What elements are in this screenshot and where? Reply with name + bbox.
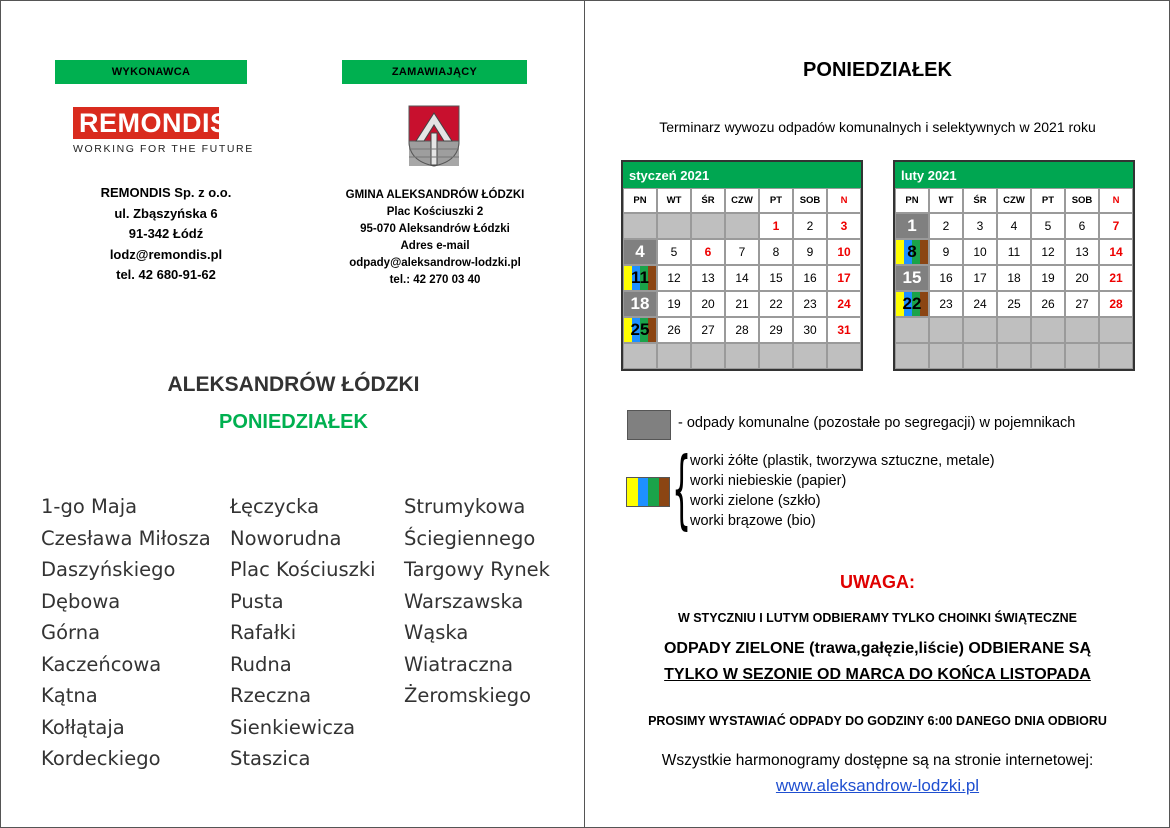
contractor-postcode: 91-342 Łódź xyxy=(128,226,204,241)
street-name: Kordeckiego xyxy=(41,747,161,770)
day-cell: 15 xyxy=(759,265,793,291)
schedule-subtitle: Terminarz wywozu odpadów komunalnych i selektywnych w 2021 roku xyxy=(659,119,1096,135)
street-name: Kątna xyxy=(41,684,98,707)
day-cell: 14 xyxy=(725,265,759,291)
street-name: Rafałki xyxy=(230,621,297,644)
weekday-header: WT xyxy=(657,188,691,213)
day-cell: 30 xyxy=(793,317,827,343)
day-cell: 9 xyxy=(793,239,827,265)
note-schedules: Wszystkie harmonogramy dostępne są na stronie internetowej: xyxy=(661,752,1094,769)
day-cell: 2 xyxy=(793,213,827,239)
empty-day-cell xyxy=(1099,317,1133,343)
weekday-header: ŚR xyxy=(691,188,725,213)
client-postcode: 95-070 Aleksandrów Łódzki xyxy=(360,223,510,235)
day-cell: 12 xyxy=(657,265,691,291)
streets-column-1 xyxy=(41,491,211,775)
legend-selective-swatch xyxy=(626,477,670,507)
day-cell: 29 xyxy=(759,317,793,343)
coat-of-arms-icon xyxy=(408,105,460,167)
holiday-day-cell: 3 xyxy=(827,213,861,239)
day-cell: 24 xyxy=(963,291,997,317)
holiday-day-cell: 28 xyxy=(1099,291,1133,317)
day-cell: 3 xyxy=(963,213,997,239)
street-name: Rudna xyxy=(230,652,292,676)
day-cell: 6 xyxy=(1065,213,1099,239)
holiday-day-cell: 7 xyxy=(1099,213,1133,239)
day-cell: 11 xyxy=(997,239,1031,265)
calendar-grid xyxy=(895,188,1133,369)
empty-day-cell xyxy=(691,343,725,369)
weekday-header: PN xyxy=(623,188,657,213)
day-cell: 23 xyxy=(793,291,827,317)
weekday-header: N xyxy=(827,188,861,213)
municipal-pickup-day: 15 xyxy=(895,265,929,291)
note-christmas-trees: W STYCZNIU I LUTYM ODBIERAMY TYLKO CHOINKI ŚWIĄTECZNE xyxy=(677,611,1078,625)
note-deadline: PROSIMY WYSTAWIAĆ ODPADY DO GODZINY 6:00 DANEGO DNIA ODBIORU xyxy=(648,714,1107,728)
empty-day-cell xyxy=(827,343,861,369)
municipal-pickup-day: 1 xyxy=(895,213,929,239)
empty-day-cell xyxy=(759,343,793,369)
weekday-header: WT xyxy=(929,188,963,213)
schedule-title: PONIEDZIAŁEK xyxy=(803,59,952,81)
day-cell: 13 xyxy=(691,265,725,291)
day-cell: 27 xyxy=(691,317,725,343)
empty-day-cell xyxy=(929,317,963,343)
holiday-day-cell: 21 xyxy=(1099,265,1133,291)
empty-day-cell xyxy=(657,213,691,239)
day-cell: 5 xyxy=(1031,213,1065,239)
legend-green-bag: worki zielone (szkło) xyxy=(690,493,821,509)
client-street: Plac Kościuszki 2 xyxy=(386,206,484,218)
day-cell: 10 xyxy=(963,239,997,265)
contractor-label: WYKONAWCA xyxy=(55,60,247,84)
street-name: Ściegiennego xyxy=(404,526,536,550)
street-name: Targowy Rynek xyxy=(404,558,550,581)
day-cell: 22 xyxy=(759,291,793,317)
legend-brown-bag: worki brązowe (bio) xyxy=(690,513,816,529)
day-title: PONIEDZIAŁEK xyxy=(219,411,368,433)
street-name: Wąska xyxy=(404,621,469,644)
holiday-day-cell: 24 xyxy=(827,291,861,317)
uwaga-heading: UWAGA: xyxy=(840,572,915,592)
day-cell: 16 xyxy=(793,265,827,291)
weekday-header: PT xyxy=(759,188,793,213)
empty-day-cell xyxy=(725,213,759,239)
day-cell: 16 xyxy=(929,265,963,291)
street-name: Czesława Miłosza xyxy=(41,526,211,550)
day-cell: 26 xyxy=(1031,291,1065,317)
street-name: Strumykowa xyxy=(404,495,526,518)
street-name: Noworudna xyxy=(230,526,342,550)
empty-day-cell xyxy=(691,213,725,239)
weekday-header: PT xyxy=(1031,188,1065,213)
empty-day-cell xyxy=(963,343,997,369)
client-email: odpady@aleksandrow-lodzki.pl xyxy=(349,257,521,269)
empty-day-cell xyxy=(997,343,1031,369)
street-name: Łęczycka xyxy=(230,495,320,518)
contractor-contact xyxy=(41,183,291,286)
day-cell: 19 xyxy=(657,291,691,317)
holiday-day-cell: 14 xyxy=(1099,239,1133,265)
empty-day-cell xyxy=(997,317,1031,343)
calendar-february xyxy=(893,160,1135,371)
right-page xyxy=(585,0,1170,828)
street-name: Pusta xyxy=(230,589,284,613)
empty-day-cell xyxy=(725,343,759,369)
day-cell: 20 xyxy=(1065,265,1099,291)
client-email-label: Adres e-mail xyxy=(400,240,470,252)
empty-day-cell xyxy=(1065,343,1099,369)
empty-day-cell xyxy=(793,343,827,369)
street-name: Żeromskiego xyxy=(404,684,532,707)
calendar-grid xyxy=(623,188,861,369)
street-name: Staszica xyxy=(230,747,311,770)
empty-day-cell xyxy=(1099,343,1133,369)
street-name: Plac Kościuszki xyxy=(230,558,376,581)
client-name: GMINA ALEKSANDRÓW ŁÓDZKI xyxy=(345,189,525,201)
weekday-header: CZW xyxy=(997,188,1031,213)
street-name: Warszawska xyxy=(404,589,524,613)
empty-day-cell xyxy=(623,213,657,239)
day-cell: 19 xyxy=(1031,265,1065,291)
contractor-phone: tel. 42 680-91-62 xyxy=(116,267,216,282)
remondis-tagline: WORKING FOR THE FUTURE xyxy=(73,143,254,155)
note-green-waste-1: ODPADY ZIELONE (trawa,gałęzie,liście) ODBIERANE SĄ xyxy=(663,640,1092,657)
day-cell: 5 xyxy=(657,239,691,265)
selective-pickup-day xyxy=(895,291,929,317)
calendar-title: styczeń 2021 xyxy=(623,162,861,188)
street-name: Daszyńskiego xyxy=(41,558,176,581)
weekday-header: SOB xyxy=(793,188,827,213)
empty-day-cell xyxy=(657,343,691,369)
street-name: Kaczeńcowa xyxy=(41,652,162,676)
selective-pickup-day xyxy=(895,239,929,265)
empty-day-cell xyxy=(929,343,963,369)
day-cell: 2 xyxy=(929,213,963,239)
day-cell: 9 xyxy=(929,239,963,265)
streets-column-2 xyxy=(230,491,376,775)
weekday-header: ŚR xyxy=(963,188,997,213)
note-green-waste-2: TYLKO W SEZONIE OD MARCA DO KOŃCA LISTOPADA xyxy=(664,666,1091,683)
day-cell: 17 xyxy=(963,265,997,291)
client-contact xyxy=(301,187,569,289)
street-name: Sienkiewicza xyxy=(230,715,356,739)
empty-day-cell xyxy=(895,343,929,369)
holiday-day-cell: 31 xyxy=(827,317,861,343)
day-number: 22 xyxy=(902,294,922,313)
empty-day-cell xyxy=(1031,317,1065,343)
day-cell: 12 xyxy=(1031,239,1065,265)
day-cell: 20 xyxy=(691,291,725,317)
weekday-header: SOB xyxy=(1065,188,1099,213)
legend-municipal-swatch xyxy=(627,410,671,440)
municipal-pickup-day: 4 xyxy=(623,239,657,265)
weekday-header: CZW xyxy=(725,188,759,213)
empty-day-cell xyxy=(895,317,929,343)
street-name: Rzeczna xyxy=(230,684,312,707)
day-cell: 4 xyxy=(997,213,1031,239)
day-cell: 18 xyxy=(997,265,1031,291)
empty-day-cell xyxy=(1065,317,1099,343)
selective-pickup-day xyxy=(623,317,657,343)
selective-pickup-day xyxy=(623,265,657,291)
contractor-email: lodz@remondis.pl xyxy=(109,246,223,262)
legend-blue-bag: worki niebieskie (papier) xyxy=(690,473,847,489)
contractor-name: REMONDIS Sp. z o.o. xyxy=(100,185,232,200)
day-cell: 28 xyxy=(725,317,759,343)
city-title: ALEKSANDRÓW ŁÓDZKI xyxy=(167,373,420,396)
remondis-logo: REMONDIS ® WORKING FOR THE FUTURE xyxy=(73,107,254,155)
legend-yellow-bag: worki żółte (plastik, tworzywa sztuczne, metale) xyxy=(690,453,995,469)
street-name: Dębowa xyxy=(41,589,121,613)
holiday-day-cell: 1 xyxy=(759,213,793,239)
day-cell: 26 xyxy=(657,317,691,343)
day-cell: 8 xyxy=(759,239,793,265)
street-name: Kołłątaja xyxy=(41,715,125,739)
day-cell: 27 xyxy=(1065,291,1099,317)
contractor-street: ul. Zbąszyńska 6 xyxy=(114,205,218,221)
street-name: Wiatraczna xyxy=(404,652,514,676)
day-number: 8 xyxy=(907,242,917,261)
holiday-day-cell: 10 xyxy=(827,239,861,265)
day-cell: 21 xyxy=(725,291,759,317)
day-number: 11 xyxy=(631,268,649,287)
day-number: 25 xyxy=(630,320,650,339)
street-name: 1-go Maja xyxy=(41,495,138,518)
calendar-january xyxy=(621,160,863,371)
holiday-day-cell: 6 xyxy=(691,239,725,265)
day-cell: 25 xyxy=(997,291,1031,317)
client-phone: tel.: 42 270 03 40 xyxy=(389,274,481,286)
municipal-pickup-day: 18 xyxy=(623,291,657,317)
empty-day-cell xyxy=(623,343,657,369)
website-link[interactable]: www.aleksandrow-lodzki.pl xyxy=(775,776,980,795)
holiday-day-cell: 17 xyxy=(827,265,861,291)
client-label: ZAMAWIAJĄCY xyxy=(342,60,527,84)
legend-bags xyxy=(690,451,995,531)
calendar-title: luty 2021 xyxy=(895,162,1133,188)
day-cell: 13 xyxy=(1065,239,1099,265)
legend-municipal-text: - odpady komunalne (pozostałe po segregacji) w pojemnikach xyxy=(678,415,1076,431)
weekday-header: N xyxy=(1099,188,1133,213)
brace-icon: { xyxy=(672,439,692,539)
day-cell: 7 xyxy=(725,239,759,265)
empty-day-cell xyxy=(1031,343,1065,369)
weekday-header: PN xyxy=(895,188,929,213)
empty-day-cell xyxy=(963,317,997,343)
street-name: Górna xyxy=(41,621,101,644)
streets-column-3 xyxy=(404,491,550,712)
day-cell: 23 xyxy=(929,291,963,317)
